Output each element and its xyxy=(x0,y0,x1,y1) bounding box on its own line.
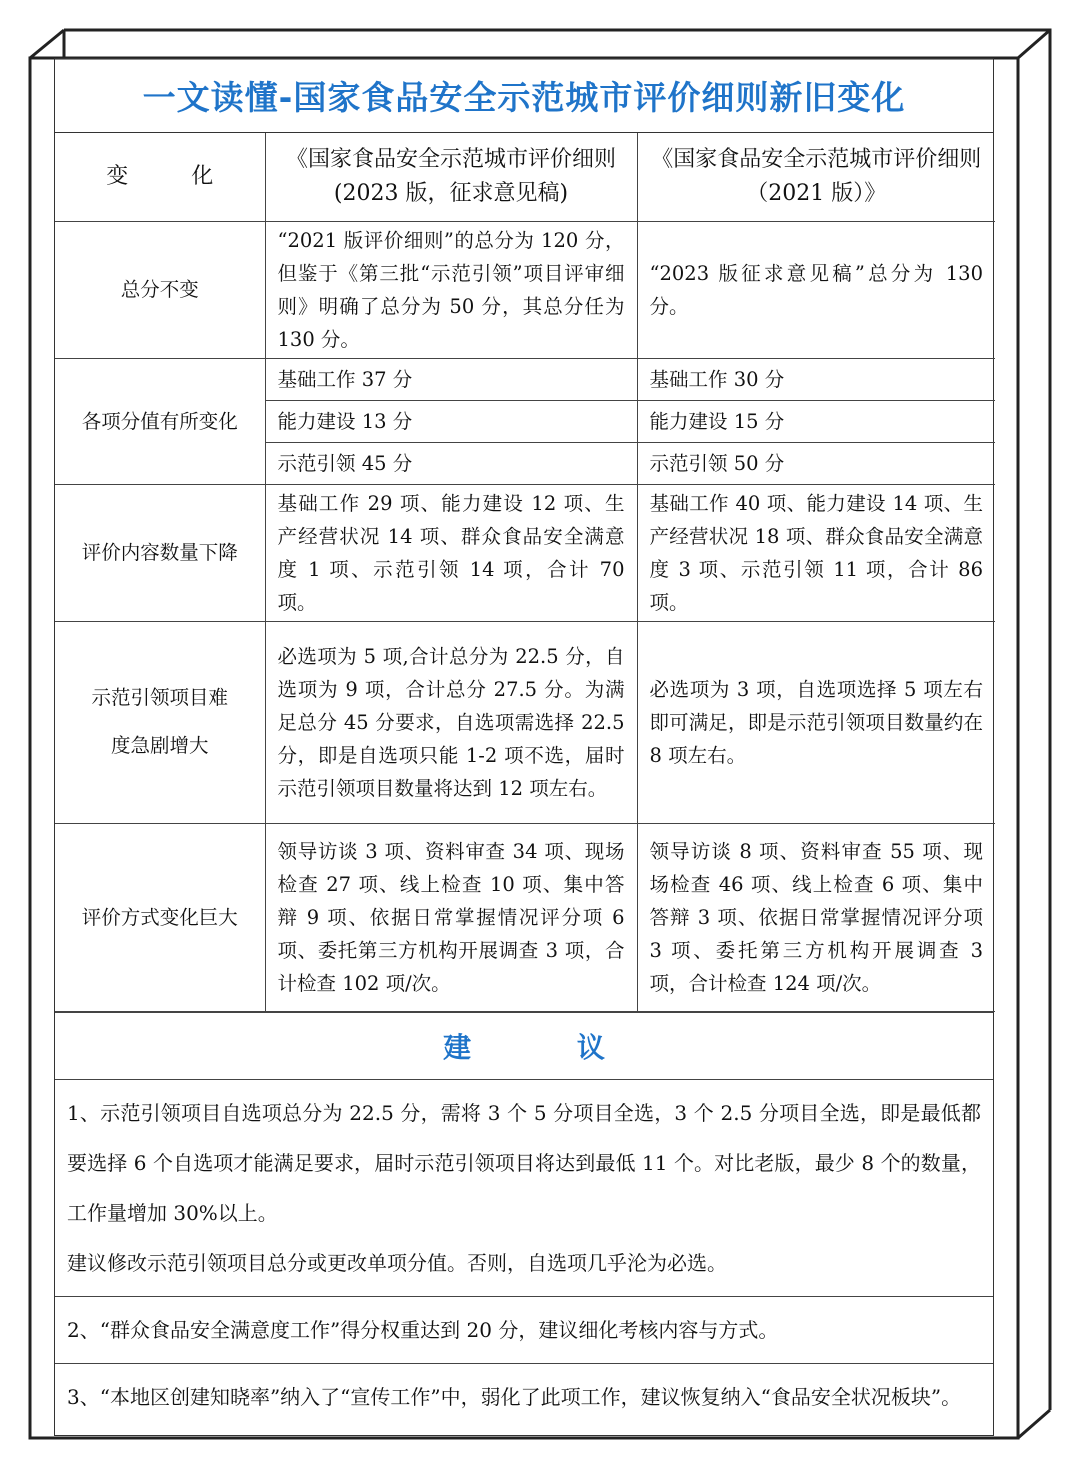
suggestion-text: 建议修改示范引领项目总分或更改单项分值。否则，自选项几乎沦为必选。 xyxy=(67,1250,727,1275)
new-version-cell: 必选项为 5 项,合计总分为 22.5 分，自选项为 9 项，合计总分 27.5 分。为满足总分 45 分要求，自选项需选择 22.5 分，即是自选项只能 1-2 项不选，届时示范引领项目数量将达到 12 项左右。 xyxy=(265,621,637,823)
suggestion-item xyxy=(55,1297,993,1364)
suggestion-item xyxy=(55,1080,993,1238)
header-new-version: 《国家食品安全示范城市评价细则(2023 版，征求意见稿) xyxy=(265,133,637,221)
change-label: 各项分值有所变化 xyxy=(55,358,265,484)
table-header-row xyxy=(55,133,995,221)
suggestion-item xyxy=(55,1364,993,1436)
table-row xyxy=(55,221,995,358)
table-row xyxy=(55,621,995,823)
suggestions-title: 建 议 xyxy=(55,1012,993,1080)
page-title: 一文读懂-国家食品安全示范城市评价细则新旧变化 xyxy=(55,59,993,133)
table-row xyxy=(55,358,995,400)
old-version-cell: 基础工作 40 项、能力建设 14 项、生产经营状况 18 项、群众食品安全满意度 3 项、示范引领 11 项，合计 86 项。 xyxy=(637,484,995,621)
suggestion-text: 2、“群众食品安全满意度工作”得分权重达到 20 分，建议细化考核内容与方式。 xyxy=(67,1317,779,1342)
new-version-cell: 领导访谈 3 项、资料审查 34 项、现场检查 27 项、线上检查 10 项、集中答辩 9 项、依据日常掌握情况评分项 6 项、委托第三方机构开展调查 3 项，合计检查 102 项/次。 xyxy=(265,823,637,1011)
comparison-table xyxy=(55,133,995,1012)
old-version-cell: “2023 版征求意见稿”总分为 130 分。 xyxy=(637,221,995,358)
header-change: 变 化 xyxy=(55,133,265,221)
suggestions-list xyxy=(55,1080,993,1436)
suggestion-item xyxy=(55,1238,993,1297)
suggestion-text: 3、“本地区创建知晓率”纳入了“宣传工作”中，弱化了此项工作，建议恢复纳入“食品安全状况板块”。 xyxy=(67,1384,962,1409)
suggestion-text: 1、示范引领项目自选项总分为 22.5 分，需将 3 个 5 分项目全选，3 个 2.5 分项目全选，即是最低都要选择 6 个自选项才能满足要求，届时示范引领项目将达到最低 11 个。对比老版，最少 8 个的数量，工作量增加 30%以上。 xyxy=(67,1100,981,1225)
new-version-cell: 基础工作 29 项、能力建设 12 项、生产经营状况 14 项、群众食品安全满意度 1 项、示范引领 14 项，合计 70 项。 xyxy=(265,484,637,621)
old-version-cell: 基础工作 30 分 xyxy=(637,358,995,400)
table-row xyxy=(55,823,995,1011)
change-label: 评价内容数量下降 xyxy=(55,484,265,621)
old-version-cell: 示范引领 50 分 xyxy=(637,442,995,484)
new-version-cell: 示范引领 45 分 xyxy=(265,442,637,484)
change-label: 总分不变 xyxy=(55,221,265,358)
change-label: 评价方式变化巨大 xyxy=(55,823,265,1011)
document-card xyxy=(54,58,994,1436)
header-old-version: 《国家食品安全示范城市评价细则（2021 版）》 xyxy=(637,133,995,221)
old-version-cell: 领导访谈 8 项、资料审查 55 项、现场检查 46 项、线上检查 6 项、集中答辩 3 项、依据日常掌握情况评分项 3 项、委托第三方机构开展调查 3 项，合计检查 124 项/次。 xyxy=(637,823,995,1011)
old-version-cell: 必选项为 3 项，自选项选择 5 项左右即可满足，即是示范引领项目数量约在 8 项左右。 xyxy=(637,621,995,823)
new-version-cell: 能力建设 13 分 xyxy=(265,400,637,442)
table-row xyxy=(55,484,995,621)
new-version-cell: “2021 版评价细则”的总分为 120 分，但鉴于《第三批“示范引领”项目评审细则》明确了总分为 50 分，其总分任为 130 分。 xyxy=(265,221,637,358)
change-label: 示范引领项目难度急剧增大 xyxy=(55,621,265,823)
new-version-cell: 基础工作 37 分 xyxy=(265,358,637,400)
old-version-cell: 能力建设 15 分 xyxy=(637,400,995,442)
